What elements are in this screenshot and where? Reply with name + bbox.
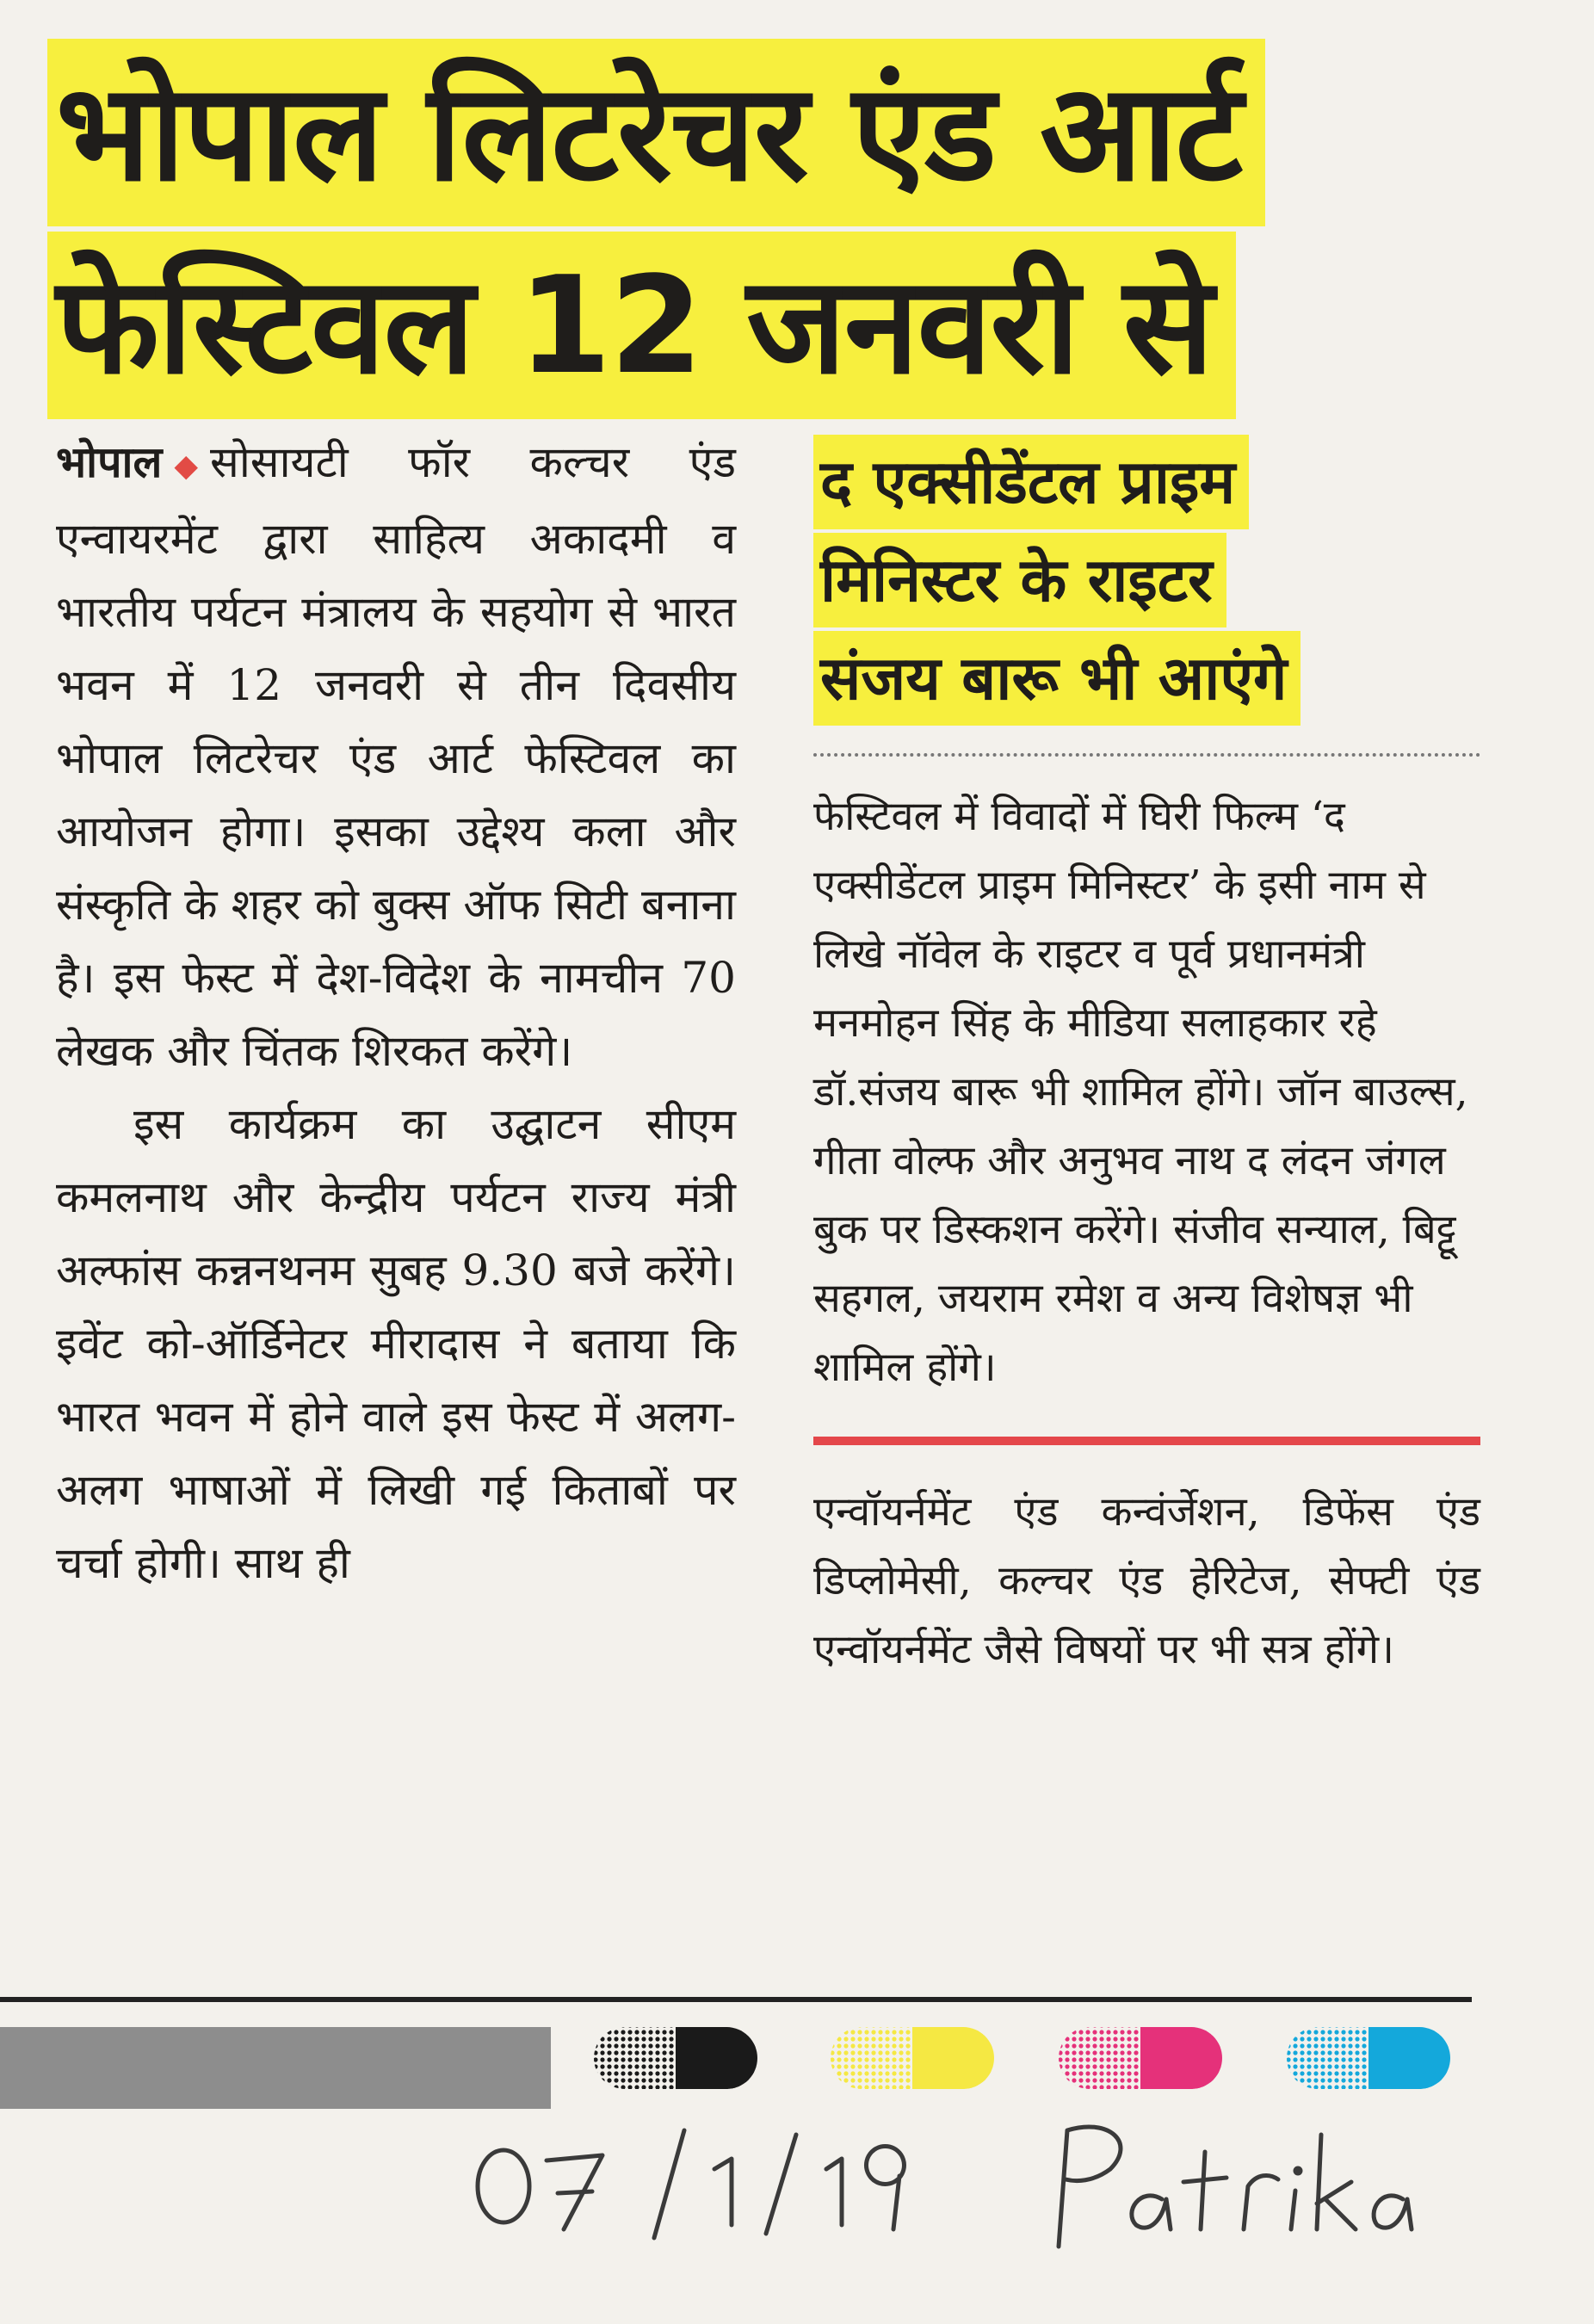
right-body-2: एन्वॉयर्नमेंट एंड कन्वंर्जेशन, डिफेंस एंड डिप्लोमेसी, कल्चर एंड हेरिटेज, सेफ्टी एंड एन्वॉयर्नमेंट जैसे विषयों पर भी सत्र होंगे। xyxy=(813,1488,1480,1673)
subheadline-line-3: संजय बारू भी आएंगे xyxy=(813,631,1301,726)
diamond-bullet-icon: ◆ xyxy=(174,448,199,484)
headline-line-2: फेस्टिवल 12 जनवरी से xyxy=(47,232,1236,419)
subheadline xyxy=(813,435,1480,729)
subheadline-line-1: द एक्सीडेंटल प्राइम xyxy=(813,435,1249,529)
subheadline-line-2: मिनिस्टर के राइटर xyxy=(813,533,1226,627)
left-paragraph-1-text: सोसायटी फॉर कल्चर एंड एन्वायरमेंट द्वारा साहित्य अकादमी व भारतीय पर्यटन मंत्रालय के सहयोग से भारत भवन में 12 जनवरी से तीन दिवसीय भोपाल लिटरेचर एंड आर्ट फेस्टिवल का आयोजन होगा। इसका उद्देश्य कला और संस्कृति के शहर को बुक्स ऑफ सिटी बनाना है। इस फेस्ट में देश-विदेश के नामचीन 70 लेखक और चिंतक शिरकत करेंगे। xyxy=(56,437,736,1076)
left-paragraph-2: इस कार्यक्रम का उद्घाटन सीएम कमलनाथ और केन्द्रीय पर्यटन राज्य मंत्री अल्फांस कन्ननथनम सुबह 9.30 बजे करेंगे। इवेंट को-ऑर्डिनेटर मीरादास ने बताया कि भारत भवन में होने वाले इस फेस्ट में अलग-अलग भाषाओं में लिखी गई किताबों पर चर्चा होगी। साथ ही xyxy=(56,1098,736,1588)
headline xyxy=(47,39,1511,424)
dateline: भोपाल xyxy=(56,437,163,487)
dotted-divider xyxy=(813,753,1480,757)
left-column xyxy=(56,426,736,1600)
headline-line-1: भोपाल लिटरेचर एंड आर्ट xyxy=(47,39,1265,226)
handwritten-date-note-drawing xyxy=(361,2083,1566,2290)
red-divider xyxy=(813,1437,1480,1445)
right-body-1: फेस्टिवल में विवादों में घिरी फिल्म ‘द एक्सीडेंटल प्राइम मिनिस्टर’ के इसी नाम से लिखे नॉवेल के राइटर व पूर्व प्रधानमंत्री मनमोहन सिंह के मीडिया सलाहकार रहे डॉ.संजय बारू भी शामिल होंगे। जॉन बाउल्स, गीता वोल्फ और अनुभव नाथ द लंदन जंगल बुक पर डिस्कशन करेंगे। संजीव सन्याल, बिट्टू सहगल, जयराम रमेश व अन्य विशेषज्ञ भी शामिल होंगे। xyxy=(813,793,1468,1391)
left-paragraph-1 xyxy=(56,426,736,1088)
handwritten-date-note xyxy=(361,2083,1566,2290)
right-column xyxy=(813,435,1480,1684)
